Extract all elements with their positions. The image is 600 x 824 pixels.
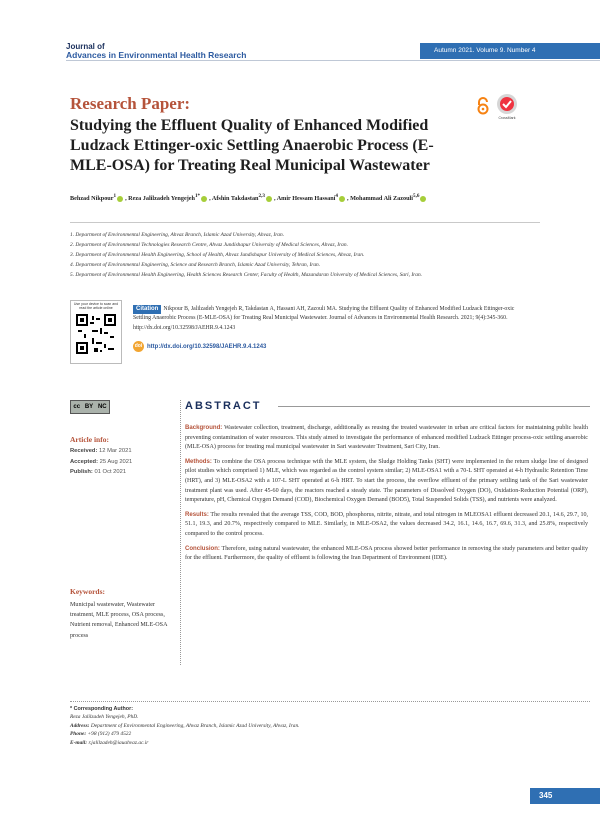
affiliation: 1. Department of Environmental Engineering, Ahvaz Branch, Islamic Azad University, Ahvaz, Iran.: [70, 232, 285, 238]
keywords: Municipal wastewater, Wastewater treatment, MLE process, OSA process, Nutrient removal, Enhanced MLE-OSA process: [70, 602, 168, 639]
abstract-heading: ABSTRACT: [185, 400, 262, 412]
affiliation: 5. Department of Environmental Health Engineering, Health Sciences Research Center, Faculty of Health, Mazandaran University of Medical Sciences, Sari, Iran.: [70, 272, 423, 278]
header-rule: [66, 60, 600, 61]
open-access-icon[interactable]: [476, 97, 490, 115]
journal-name: [66, 42, 246, 60]
received-date: Received: 12 Mar 2021: [70, 448, 132, 454]
author-list: Behzad Nikpour$^1$ , Reza Jalilzadeh Yengejeh$^{1*}$ , Afshin Takdastan$^{2,3}$ , Amir Hessam Hassani$^4$ , Mohammad Ali Zazouli$^{5,6}$: [70, 193, 590, 202]
corresponding-address: Address: Department of Environmental Engineering, Ahvaz Branch, Islamic Azad University, Ahvaz, Iran.: [70, 722, 300, 729]
issue-band: Autumn 2021. Volume 9. Number 4: [420, 43, 600, 59]
orcid-icon[interactable]: [201, 196, 207, 202]
orcid-icon[interactable]: [117, 196, 123, 202]
corresponding-name: Reza Jalilzadeh Yengejeh, PhD.: [70, 714, 139, 721]
citation-label: Citation: [133, 305, 161, 314]
affiliation: 2. Department of Environmental Technologies Research Centre, Ahvaz Jundishapur University of Medical Sciences, Ahvaz, Iran.: [70, 242, 348, 248]
doi-link[interactable]: http://dx.doi.org/10.32598/JAEHR.9.4.1243: [147, 344, 267, 351]
cc-license-icon[interactable]: cc BY NC: [70, 400, 110, 414]
abstract-rule: [278, 406, 590, 407]
abstract-body: [185, 424, 588, 569]
doi-line: [133, 341, 266, 352]
affiliation: 3. Department of Environmental Health Engineering, School of Health, Ahvaz Jundishapur University of Medical Sciences, Ahvaz, Iran.: [70, 252, 365, 258]
accepted-date: Accepted: 25 Aug 2021: [70, 458, 133, 465]
corresponding-author: [70, 705, 470, 747]
author[interactable]: Mohammad Ali Zazouli$^{5,6}$: [350, 193, 420, 203]
abstract-conclusion: Conclusion: Therefore, using natural wastewater, the enhanced MLE-OSA process showed better performance in removing the study parameters and better quality for the effluent. Furthermore, the quality of effluent is following the Iran Department of Environment (IDE).: [185, 545, 588, 562]
journal-name-line1: Journal of: [66, 42, 105, 51]
corresponding-email: E-mail: r.jalilzadeh@iauahvaz.ac.ir: [70, 739, 149, 746]
article-info-heading: Article info:: [70, 435, 109, 444]
affiliation-rule: [70, 222, 540, 223]
abstract-methods: Methods: To combine the OSA process technique with the MLE system, the Sludge Holding Tanks (SHT) were implemented in the return sludge line of designed pilot studies which comprised 1) MLE, which was regarded as the control system similar; 2) MLE-OSA1 with a 70-L SHT operated at 4-h Hydraulic Retention Time (HRT), and 3) MLE-OSA2 with a 107-L SHT operated at 6-h HRT. To start the process, the overflow effluent of the primary settling tank of the Sari wastewater treatment plant was used. After 45-60 days, the reactors reached a steady state. The parameters of Dissolved Oxygen (DO), Oxidation-Reduction Potential (ORP), temperature, pH, Chemical Oxygen Demand (COD), Biochemical Oxygen Demand (BOD5), Total Suspended Solids (TSS), and nutrients were analyzed.: [185, 458, 588, 504]
paper-type: Research Paper:: [70, 94, 191, 113]
article-title: Studying the Effluent Quality of Enhanced Modified Ludzack Ettinger-oxic Settling Anaerobic Process (E-MLE-OSA) for Treating Real Municipal Wastewater: [70, 117, 434, 174]
citation-text: Nikpour B, Jalilzadeh Yengejeh R, Takdastan A, Hassani AH, Zazouli MA. Studying the Effluent Quality of Enhanced Modified Ludzack Ettinger-oxic Settling Anaerobic Process (E-MLE-OSA) for Treating Real Municipal Wastewater. Journal of Advances in Environmental Health Research. 2021; 9(4):345-360. http://dx.doi.org/10.32598/JAEHR.9.4.1243: [133, 306, 515, 331]
crossmark-icon[interactable]: [494, 93, 520, 121]
corresponding-rule: [70, 701, 590, 702]
citation-block: [133, 305, 523, 333]
qr-caption: Use your device to scan and read the article online: [73, 302, 119, 310]
corresponding-heading: * Corresponding Author:: [70, 706, 133, 712]
page-number: 345: [530, 788, 600, 804]
doi-icon: doi: [133, 341, 144, 352]
affiliations: [70, 230, 570, 280]
svg-text:CrossMark: CrossMark: [498, 116, 516, 120]
orcid-icon[interactable]: [420, 196, 426, 202]
column-divider: [180, 400, 181, 665]
orcid-icon[interactable]: [266, 196, 272, 202]
abstract-background: Background: Wastewater collection, treatment, discharge, additionally as reusing the treated wastewater in urban are critical factors for maintaining public health preventing contamination of water resources. This study aimed to investigate the performance of enhanced modified Ludzack Ettinger process-oxic settling anaerobic (MLE-OSA) process for treating real municipal wastewater in Sari wastewater Treatment, Sari City, Iran.: [185, 425, 589, 451]
author[interactable]: Behzad Nikpour$^1$: [70, 193, 117, 203]
journal-name-line2: Advances in Environmental Health Research: [66, 50, 247, 60]
affiliation: 4. Department of Environmental Engineering, Science and Research Branch, Islamic Azad University, Tehran, Iran.: [70, 262, 321, 268]
author[interactable]: Reza Jalilzadeh Yengejeh$^{1*}$: [128, 193, 201, 203]
qr-code[interactable]: [76, 314, 116, 354]
published-date: Publish: 01 Oct 2021: [70, 469, 127, 475]
abstract-results: Results: The results revealed that the average TSS, COD, BOD, phosphorus, nitrite, nitrate, and total nitrogen in MLEOSA1 effluent decreased 20.1, 14.6, 29.7, 10, 51.1, 19.3, and 20.7%, respectively compared to MLE. Similarly, in MLE-OSA2, the values decreased 34.2, 16.1, 14.6, 16.7, 69.6, 31.3, and 25.8%, respectively compared to the control process.: [185, 511, 588, 537]
author[interactable]: Afshin Takdastan$^{2,3}$: [211, 193, 265, 203]
article-info: [70, 446, 132, 478]
keywords-heading: Keywords:: [70, 587, 105, 596]
corresponding-phone: Phone: +98 (912) 479 4522: [70, 731, 132, 738]
orcid-icon[interactable]: [339, 196, 345, 202]
author[interactable]: Amir Hessam Hassani$^4$: [276, 193, 338, 203]
